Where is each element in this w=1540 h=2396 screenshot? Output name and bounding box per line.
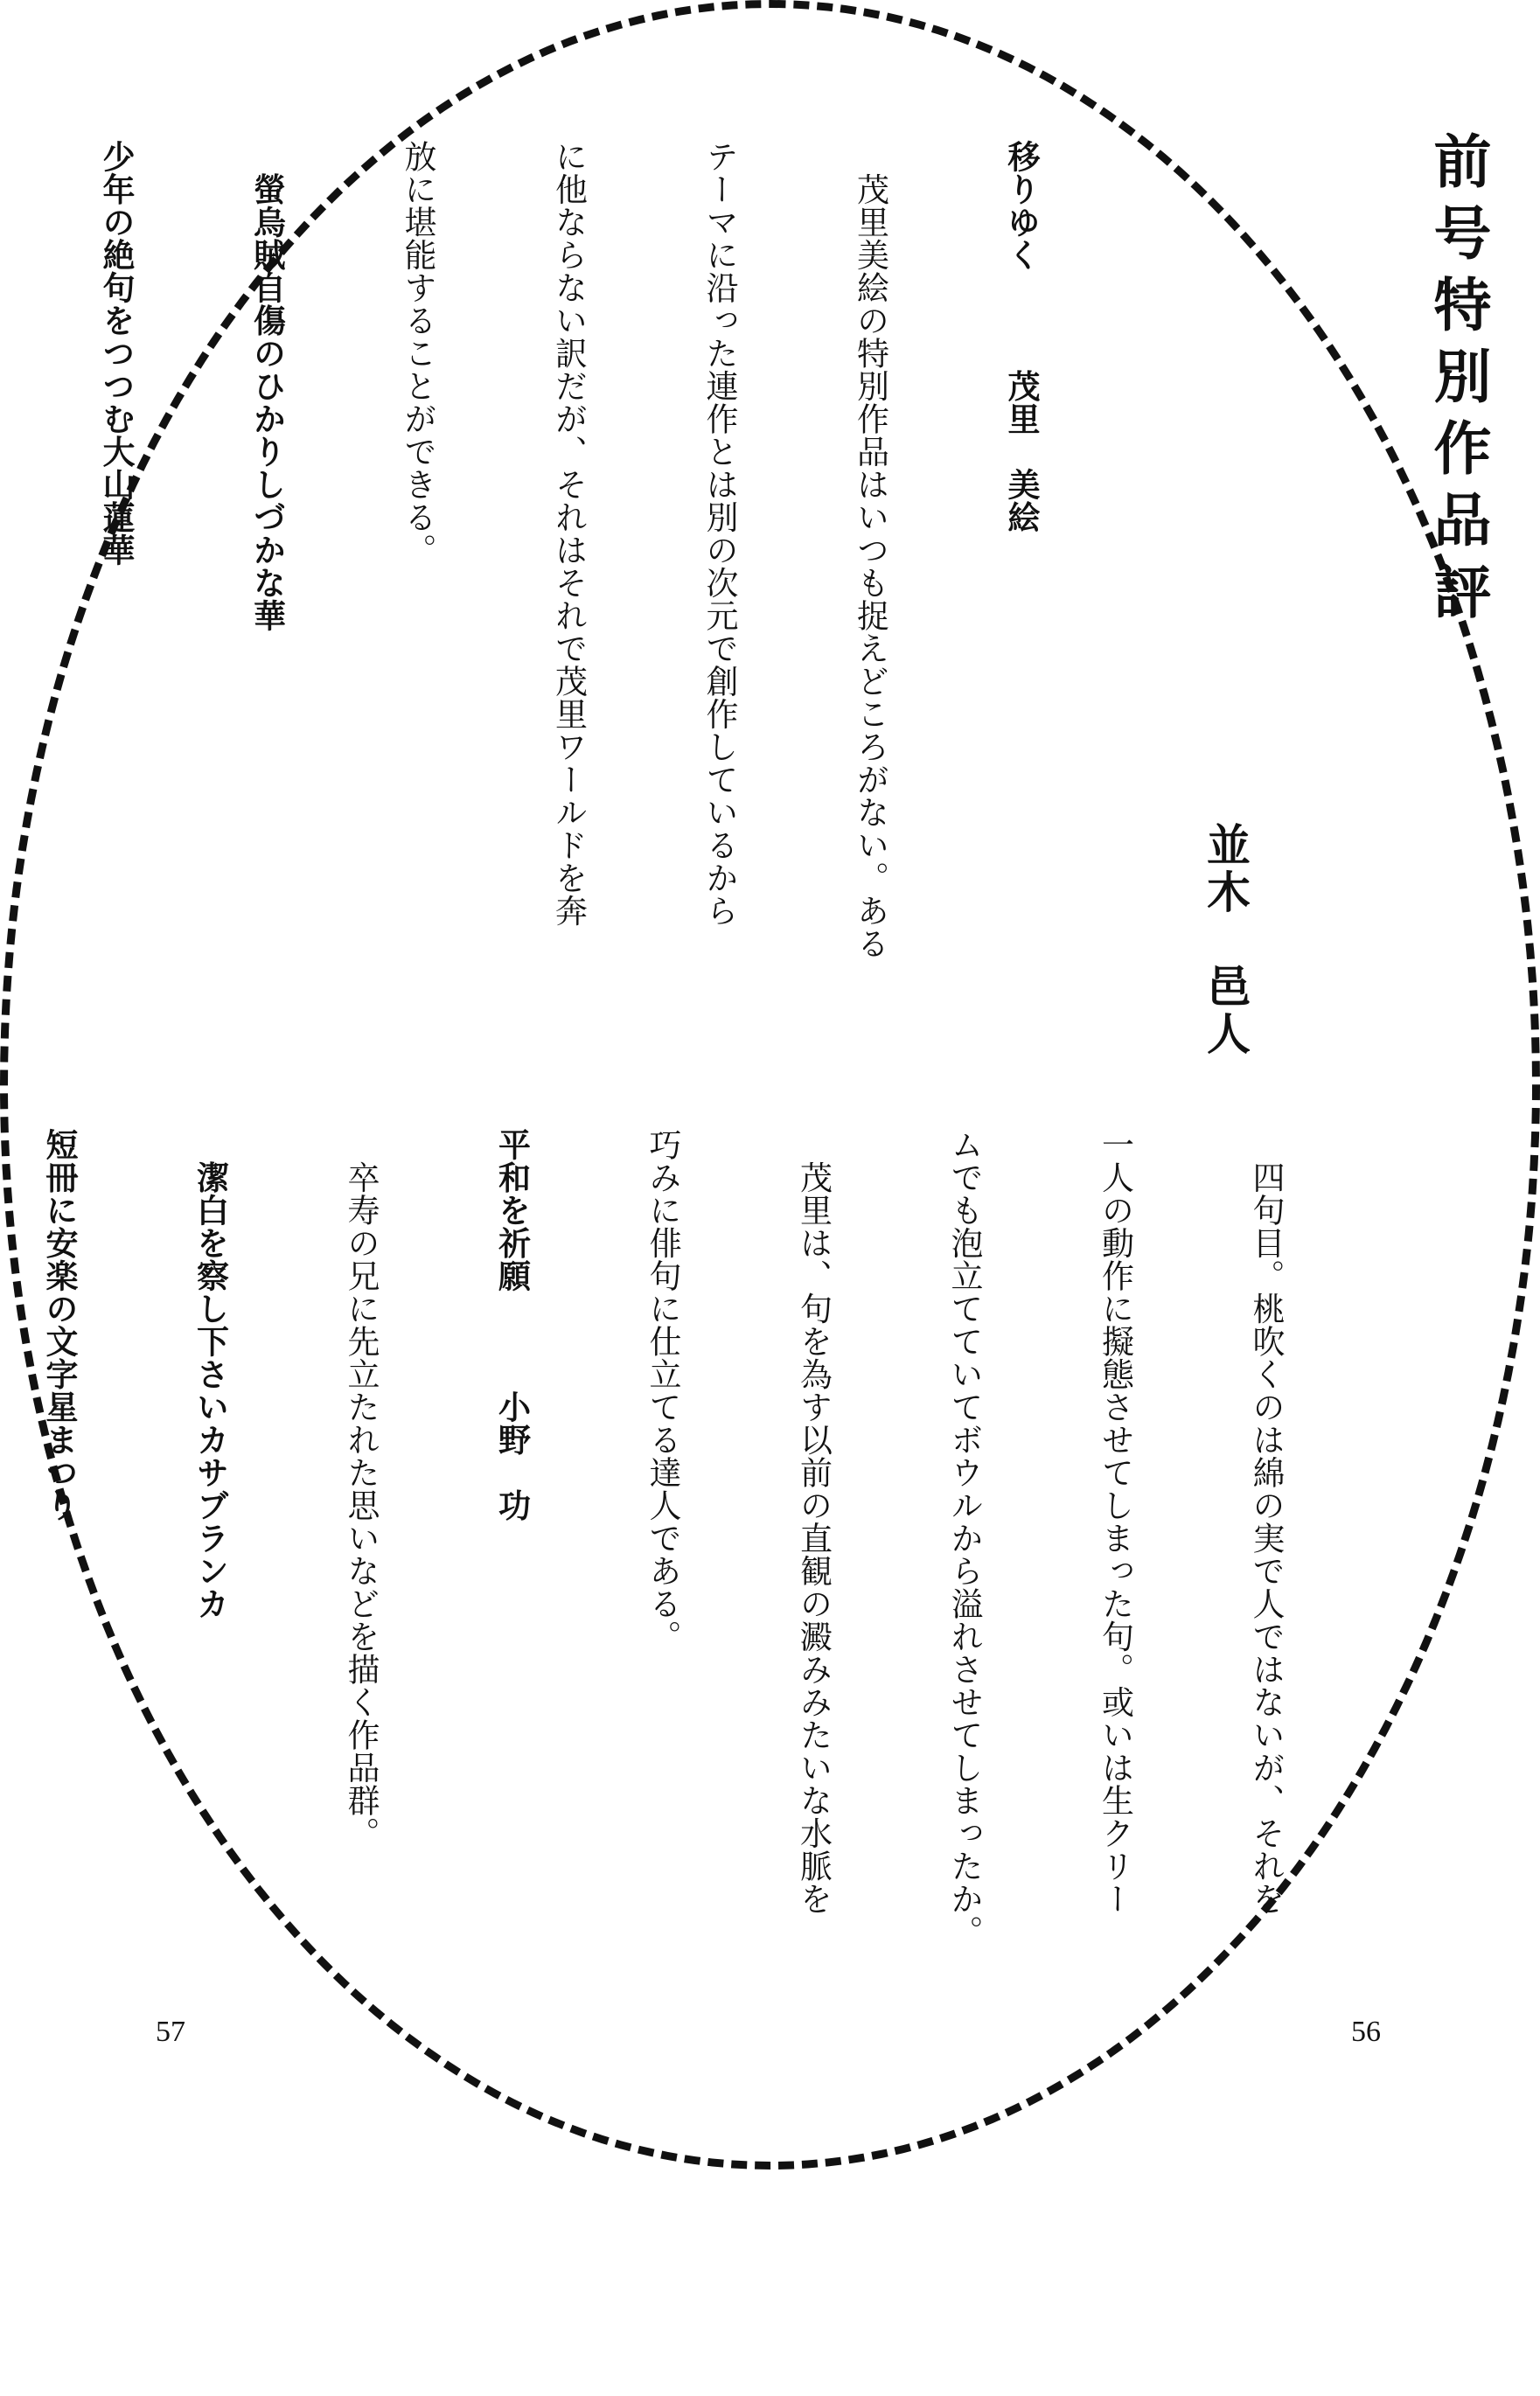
reviewer-name: 並木 邑人	[1200, 822, 1251, 1058]
review-2-haiku: 潔白を察し下さいカサブランカ	[191, 1128, 229, 1620]
page-number-right: 56	[1351, 2016, 1381, 2048]
review-1-intro-line: テーマに沿った連作とは別の次元で創作しているから	[700, 140, 738, 927]
review-1-haiku: 螢烏賊自傷のひかりしづかな華	[247, 140, 286, 632]
review-1-commentary-line: 四句目。桃吹くのは綿の実で人ではないが、それを	[1247, 1128, 1285, 1915]
review-1-intro-line: 茂里美絵の特別作品はいつも捉えどころがない。ある	[851, 140, 889, 960]
review-2-intro-line: 卒寿の兄に先立たれた思いなどを描く作品群。	[342, 1128, 380, 1849]
review-1-commentary-line: ムでも泡立てていてボウルから溢れさせてしまったか。	[945, 1128, 983, 1948]
review-1-commentary-line: 茂里は、句を為す以前の直観の澱みみたいな水脈を	[794, 1128, 833, 1915]
review-1-haiku: 少年の絶句をつつむ大山蓮華	[97, 140, 135, 567]
review-1-commentary-line: 一人の動作に擬態させてしまった句。或いは生クリー	[1096, 1128, 1134, 1915]
upper-section	[0, 140, 1146, 1041]
article-title: 前号特別作品評	[1424, 131, 1491, 633]
review-1-commentary-line: 巧みに俳句に仕立てる達人である。	[644, 1128, 681, 1653]
lower-section	[0, 1128, 1391, 2396]
page-number-left: 57	[156, 2016, 185, 2048]
review-1-intro-line: に他ならない訳だが、それはそれで茂里ワールドを奔	[549, 140, 588, 927]
review-1-heading: 移りゆく 茂里 美絵	[1002, 140, 1040, 533]
review-2-haiku: 短冊に安楽の文字星まつり	[40, 1128, 78, 1522]
review-1-intro-line: 放に堪能することができる。	[399, 140, 436, 567]
review-2-heading: 平和を祈願 小野 功	[492, 1128, 531, 1522]
